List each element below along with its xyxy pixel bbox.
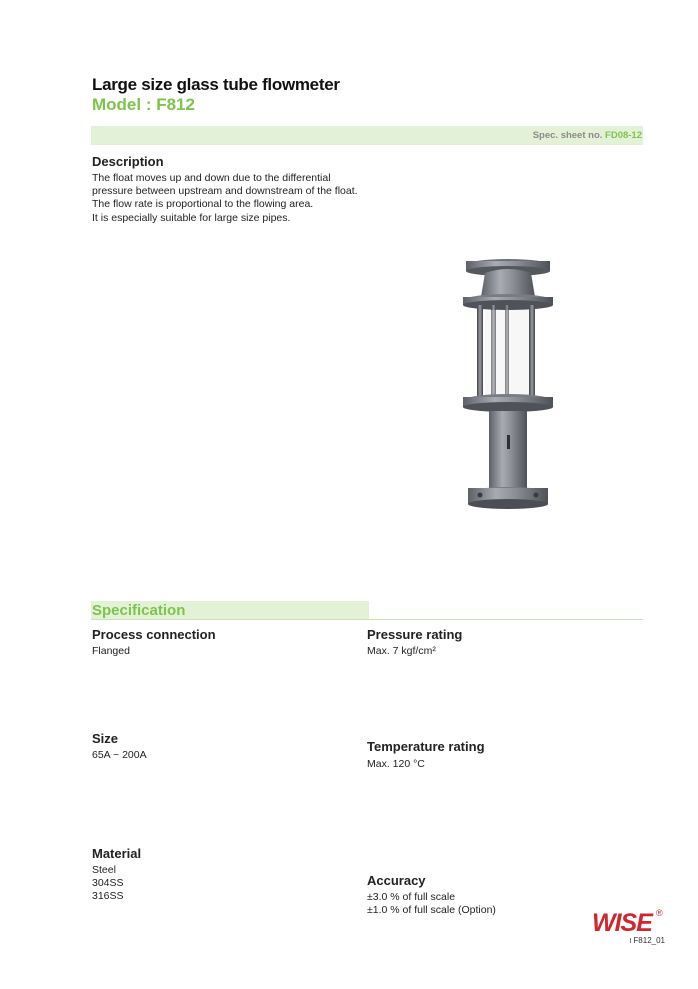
pressure-rating-label: Pressure rating — [367, 627, 463, 642]
description-line: The float moves up and down due to the differential — [92, 172, 331, 184]
model-number: Model : F812 — [92, 95, 195, 114]
page-code: I F812_01 — [629, 936, 665, 945]
description-line: It is especially suitable for large size pipes. — [92, 211, 291, 224]
temperature-rating-value: Max. 120 °C — [367, 758, 425, 770]
material-value: 316SS — [92, 890, 124, 902]
spec-sheet-label: Spec. sheet no. — [532, 130, 603, 141]
accuracy-values — [367, 891, 496, 917]
logo-text: WISE — [592, 909, 652, 937]
process-connection-label: Process connection — [92, 627, 216, 642]
pressure-rating-value: Max. 7 kgf/cm² — [367, 645, 436, 657]
registered-mark: ® — [656, 908, 663, 918]
document-title: Large size glass tube flowmeter — [92, 75, 340, 94]
size-value: 65A ~ 200A — [92, 749, 147, 761]
page-code-text: F812_01 — [633, 936, 665, 945]
product-image — [455, 255, 565, 520]
size-label: Size — [92, 731, 119, 746]
accuracy-value: ±1.0 % of full scale (Option) — [367, 904, 496, 916]
spec-sheet-code: FD08-12 — [605, 130, 642, 141]
description-line: The flow rate is proportional to the flowing area. — [92, 198, 314, 211]
specification-divider — [91, 619, 643, 620]
description-body — [92, 172, 412, 225]
temperature-rating-label: Temperature rating — [367, 739, 485, 754]
process-connection-value: Flanged — [92, 645, 130, 657]
material-label: Material — [92, 846, 142, 861]
material-value: Steel — [92, 864, 116, 876]
accuracy-label: Accuracy — [367, 873, 426, 888]
accuracy-value: ±3.0 % of full scale — [367, 891, 456, 903]
material-values — [92, 864, 124, 903]
specification-heading: Specification — [92, 602, 186, 619]
description-line: pressure between upstream and downstream of the float. — [92, 185, 358, 198]
description-heading: Description — [92, 154, 164, 169]
spec-sheet-number — [533, 130, 642, 141]
material-value: 304SS — [92, 877, 124, 889]
